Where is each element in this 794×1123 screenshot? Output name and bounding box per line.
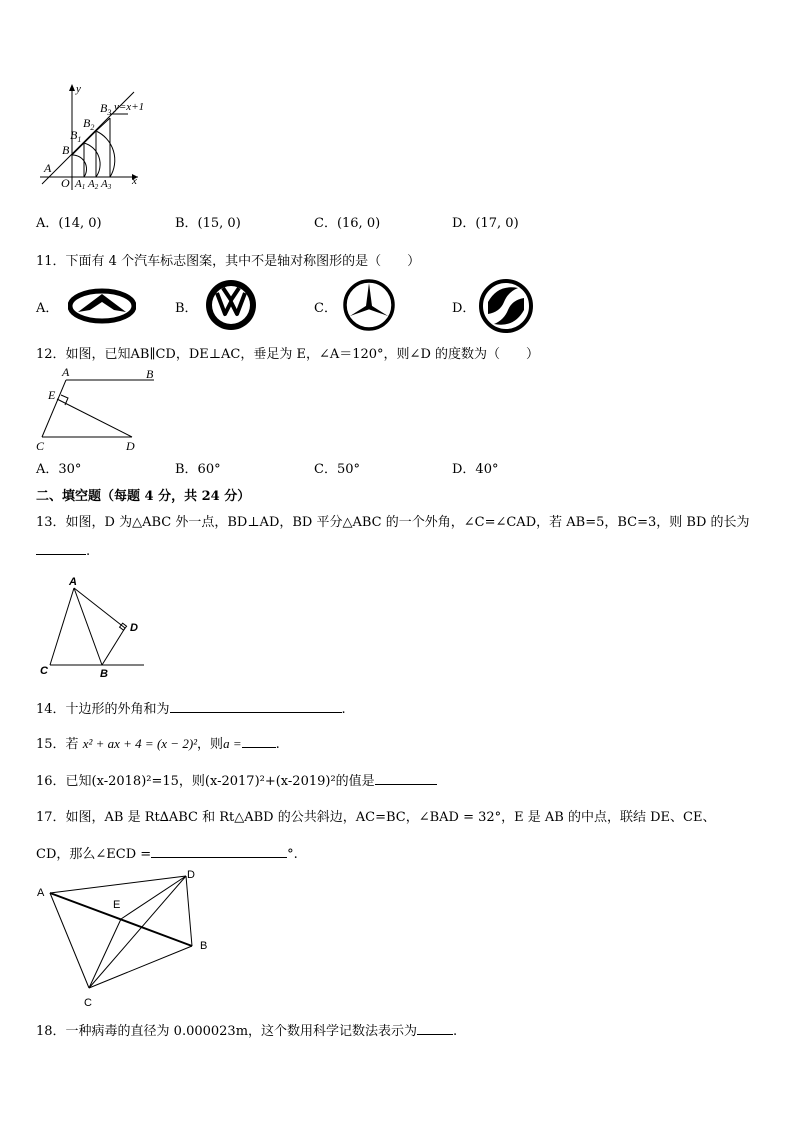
infiniti-logo-icon [68,288,136,324]
fig13-C: C [40,665,48,677]
fig10-A3: A3 [101,178,112,191]
q15: 15．若 x² + ax + 4 = (x − 2)²，则a = . [36,736,280,752]
fig12-E: E [48,388,56,402]
q16-answer-blank[interactable] [375,772,437,785]
fig12-D: D [126,439,135,453]
fig10-line: y=x+1 [114,101,145,113]
q17-answer-blank[interactable] [151,845,287,858]
fig10-B1: $B_1$ [70,128,82,144]
q10-option-c: C．(16, 0) [314,216,381,231]
q12-option-c: C．50° [314,462,360,477]
mercedes-logo-icon [342,278,396,332]
fig10-A2: A2 [88,178,99,191]
fig17-B: B [200,940,208,952]
q12-figure [34,364,164,454]
fig10-B3: $B_3$ [100,101,112,117]
section-heading: 二、填空题（每题 4 分，共 24 分） [36,489,251,504]
q13-figure [36,574,148,682]
q14: 14．十边形的外角和为 . [36,702,346,717]
fig17-A: A [37,887,45,899]
fig13-A: A [69,576,77,588]
fig12-C: C [36,439,45,453]
q16: 16．已知(x-2018)²=15，则(x-2017)²+(x-2019)²的值是 [36,770,437,789]
fig10-O: O [61,176,70,190]
fig10-B: B [62,143,70,157]
q11-label-a: A． [36,301,59,316]
q11-label-b: B． [175,301,198,316]
q18: 18．一种病毒的直径为 0.000023m，这个数用科学记数法表示为 . [36,1024,458,1039]
q11-label-d: D． [452,301,476,316]
q11-label-c: C． [314,301,337,316]
fig13-B: B [100,668,108,680]
fig10-y: y [76,83,81,95]
dongfeng-logo-icon [478,278,534,334]
volkswagen-logo-icon [204,278,258,332]
q17-line2: CD，那么∠ECD = °. [36,847,298,862]
fig10-B2: $B_2$ [83,116,95,132]
q17-line1: 17．如图，AB 是 Rt∆ABC 和 Rt△ABD 的公共斜边，AC=BC，∠BAD = 32°，E 是 AB 的中点，联结 DE、CE、 [36,810,716,825]
q15-equation: x² + ax + 4 = (x − 2)² [82,736,198,751]
q12-option-a: A．30° [36,462,82,477]
fig12-B: B [146,367,154,381]
fig10-A: A [44,161,52,175]
q18-answer-blank[interactable] [417,1022,453,1035]
fig10-x: x [132,175,137,187]
q10-option-a: A．(14, 0) [36,216,102,231]
fig17-C: C [84,997,92,1009]
q10-option-d: D．(17, 0) [452,216,519,231]
q13-line1: 13．如图，D 为△ABC 外一点，BD⊥AD，BD 平分△ABC 的一个外角，∠C=∠CAD，若 AB=5，BC=3，则 BD 的长为 [36,515,750,530]
q17-figure [34,866,224,1012]
fig10-A1: A1 [75,178,86,191]
q13-line2: . [36,542,90,559]
q12-option-d: D．40° [452,462,499,477]
fig17-D: D [187,869,195,881]
q13-answer-blank[interactable] [36,542,86,555]
q10-figure [34,80,146,192]
q12-option-b: B．60° [175,462,221,477]
fig13-D: D [130,622,138,634]
fig12-A: A [62,365,70,379]
fig17-E: E [113,899,121,911]
q11-stem: 11．下面有 4 个汽车标志图案，其中不是轴对称图形的是（ ） [36,254,421,269]
q14-answer-blank[interactable] [170,700,342,713]
q10-option-b: B．(15, 0) [175,216,241,231]
q12-stem: 12．如图，已知AB∥CD，DE⊥AC，垂足为 E，∠A＝120°，则∠D 的度数为（ ） [36,347,539,362]
q15-answer-blank[interactable] [242,735,276,748]
